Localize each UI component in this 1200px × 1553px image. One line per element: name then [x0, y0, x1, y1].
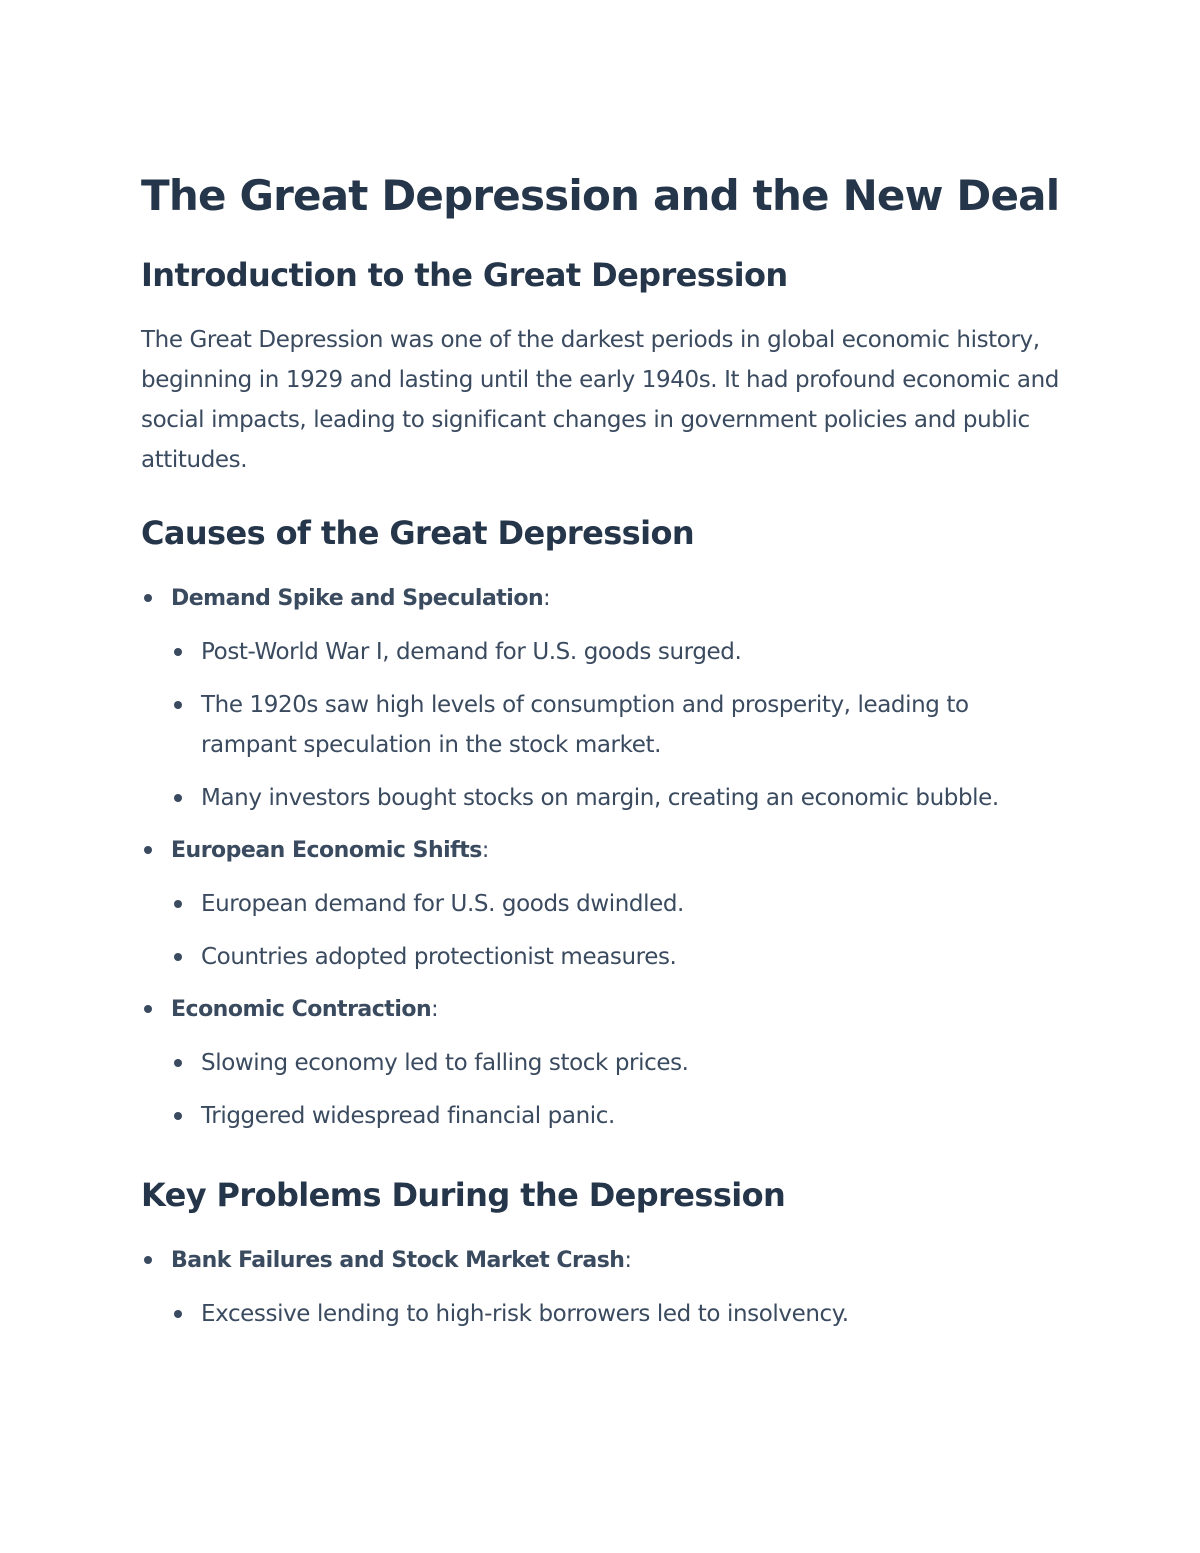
cause-item-economic-contraction — [141, 991, 1071, 1136]
list-item: Triggered widespread financial panic. — [171, 1096, 1071, 1136]
cause-label: European Economic Shifts — [171, 838, 482, 863]
cause-label-colon: : — [431, 997, 439, 1022]
problems-heading: Key Problems During the Depression — [141, 1176, 786, 1214]
cause-label: Economic Contraction — [171, 997, 432, 1022]
intro-heading: Introduction to the Great Depression — [141, 256, 788, 294]
causes-list — [141, 580, 1071, 1136]
cause-points-list — [171, 884, 1071, 977]
causes-heading: Causes of the Great Depression — [141, 514, 695, 552]
document-title: The Great Depression and the New Deal — [141, 171, 1060, 220]
list-item: Countries adopted protectionist measures. — [171, 937, 1071, 977]
intro-paragraph: The Great Depression was one of the darkest periods in global economic history, beginning in 1929 and lasting until the early 1940s. It had profound economic and social impacts, leading to significant changes in government policies and public attitudes. — [141, 327, 1060, 473]
problems-list — [141, 1242, 1071, 1334]
document-page — [141, 168, 1071, 1334]
problem-item-bank-failures — [141, 1242, 1071, 1334]
cause-label-colon: : — [481, 838, 489, 863]
list-item: Post-World War I, demand for U.S. goods surged. — [171, 632, 1071, 672]
problem-label-colon: : — [624, 1248, 632, 1273]
cause-item-demand-spike — [141, 580, 1071, 818]
cause-label-colon: : — [543, 586, 551, 611]
list-item: European demand for U.S. goods dwindled. — [171, 884, 1071, 924]
cause-item-european-shifts — [141, 832, 1071, 977]
problem-points-list — [171, 1294, 1071, 1334]
list-item: The 1920s saw high levels of consumption and prosperity, leading to rampant speculation in the stock market. — [171, 685, 1071, 765]
cause-points-list — [171, 1043, 1071, 1136]
cause-label: Demand Spike and Speculation — [171, 586, 544, 611]
cause-points-list — [171, 632, 1071, 818]
list-item: Slowing economy led to falling stock prices. — [171, 1043, 1071, 1083]
list-item: Excessive lending to high-risk borrowers led to insolvency. — [171, 1294, 1071, 1334]
problem-label: Bank Failures and Stock Market Crash — [171, 1248, 625, 1273]
list-item: Many investors bought stocks on margin, creating an economic bubble. — [171, 778, 1071, 818]
